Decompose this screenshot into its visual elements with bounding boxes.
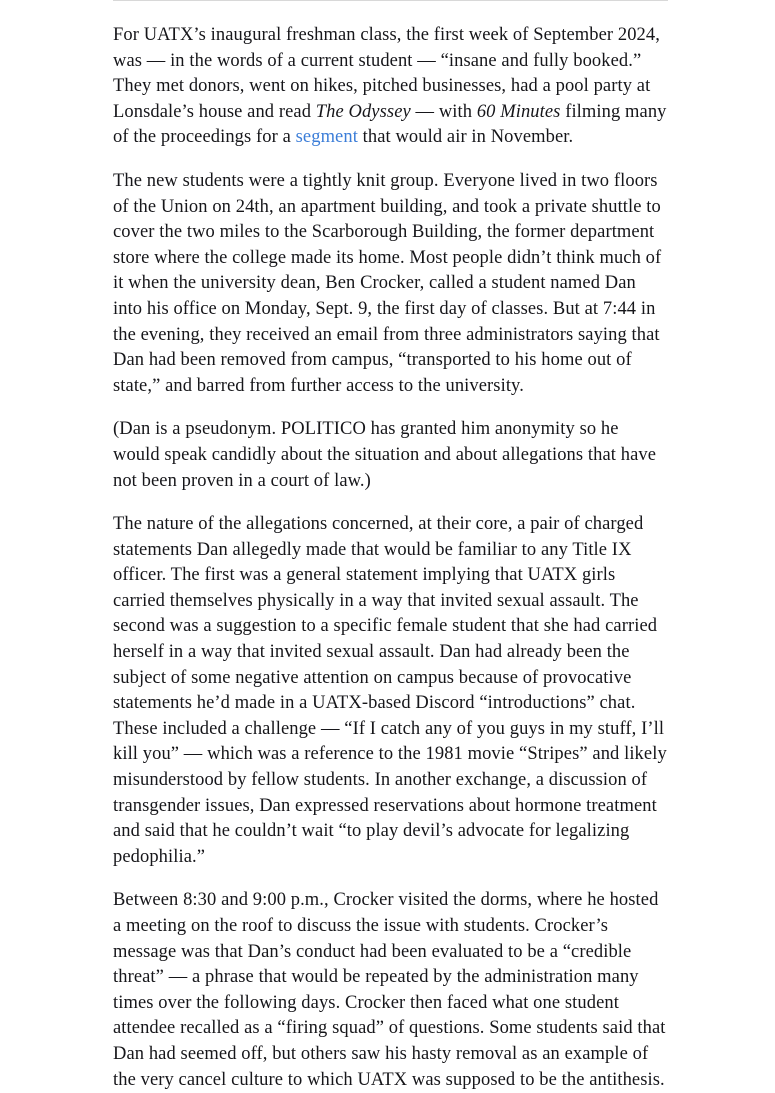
paragraph-text: Between 8:30 and 9:00 p.m., Crocker visited the dorms, where he hosted a meeting on the roof to discuss the issue with students. Crocker’s message was that Dan’s conduct had been evaluated to be a “credible threat” — a phrase that would be repeated by the administration many times over the following days. Crocker then faced what one student attendee recalled as a “firing squad” of questions. Some students said that Dan had seemed off, but others saw his hasty removal as an example of the very cancel culture to which UATX was supposed to be the antithesis.	[113, 890, 666, 1090]
article-paragraph	[113, 23, 668, 151]
paragraph-text: For UATX’s inaugural freshman class, the first week of September 2024, was — in the words of a current student — “insane and fully booked.” They met donors, went on hikes, pitched businesses, had a pool party at Lonsdale’s house and read	[113, 25, 660, 122]
article-paragraph	[113, 888, 668, 1093]
paragraph-text: (Dan is a pseudonym. POLITICO has granted him anonymity so he would speak candidly about the situation and about allegations that have not been proven in a court of law.)	[113, 419, 657, 491]
inline-link[interactable]: segment	[295, 127, 358, 148]
article-paragraph	[113, 512, 668, 870]
article-paragraph	[113, 169, 668, 399]
paragraph-text: filming many of the proceedings for a	[113, 101, 667, 148]
article-paragraph	[113, 417, 668, 494]
paragraph-text: that would air in November.	[357, 127, 574, 148]
paragraph-text: — with	[410, 101, 477, 122]
article-body	[113, 1, 668, 1093]
italic-title: The Odyssey	[315, 101, 411, 122]
paragraph-text: The new students were a tightly knit group. Everyone lived in two floors of the Union on 24th, an apartment building, and took a private shuttle to cover the two miles to the Scarborough Building, the former department store where the college made its home. Most people didn’t think much of it when the university dean, Ben Crocker, called a student named Dan into his office on Monday, Sept. 9, the first day of classes. But at 7:44 in the evening, they received an email from three administrators saying that Dan had been removed from campus, “transported to his home out of state,” and barred from further access to the university.	[113, 170, 662, 396]
italic-title: 60 Minutes	[476, 101, 561, 122]
paragraph-text: The nature of the allegations concerned, at their core, a pair of charged statements Dan allegedly made that would be familiar to any Title IX officer. The first was a general statement implying that UATX girls carried themselves physically in a way that invited sexual assault. The second was a suggestion to a specific female student that she had carried herself in a way that invited sexual assault. Dan had already been the subject of some negative attention on campus because of provocative statements he’d made in a UATX-based Discord “introductions” chat. These included a challenge — “If I catch any of you guys in my stuff, I’ll kill you” — which was a reference to the 1981 movie “Stripes” and likely misunderstood by fellow students. In another exchange, a discussion of transgender issues, Dan expressed reservations about hormone treatment and said that he couldn’t wait “to play devil’s advocate for legalizing pedophilia.”	[113, 514, 667, 867]
